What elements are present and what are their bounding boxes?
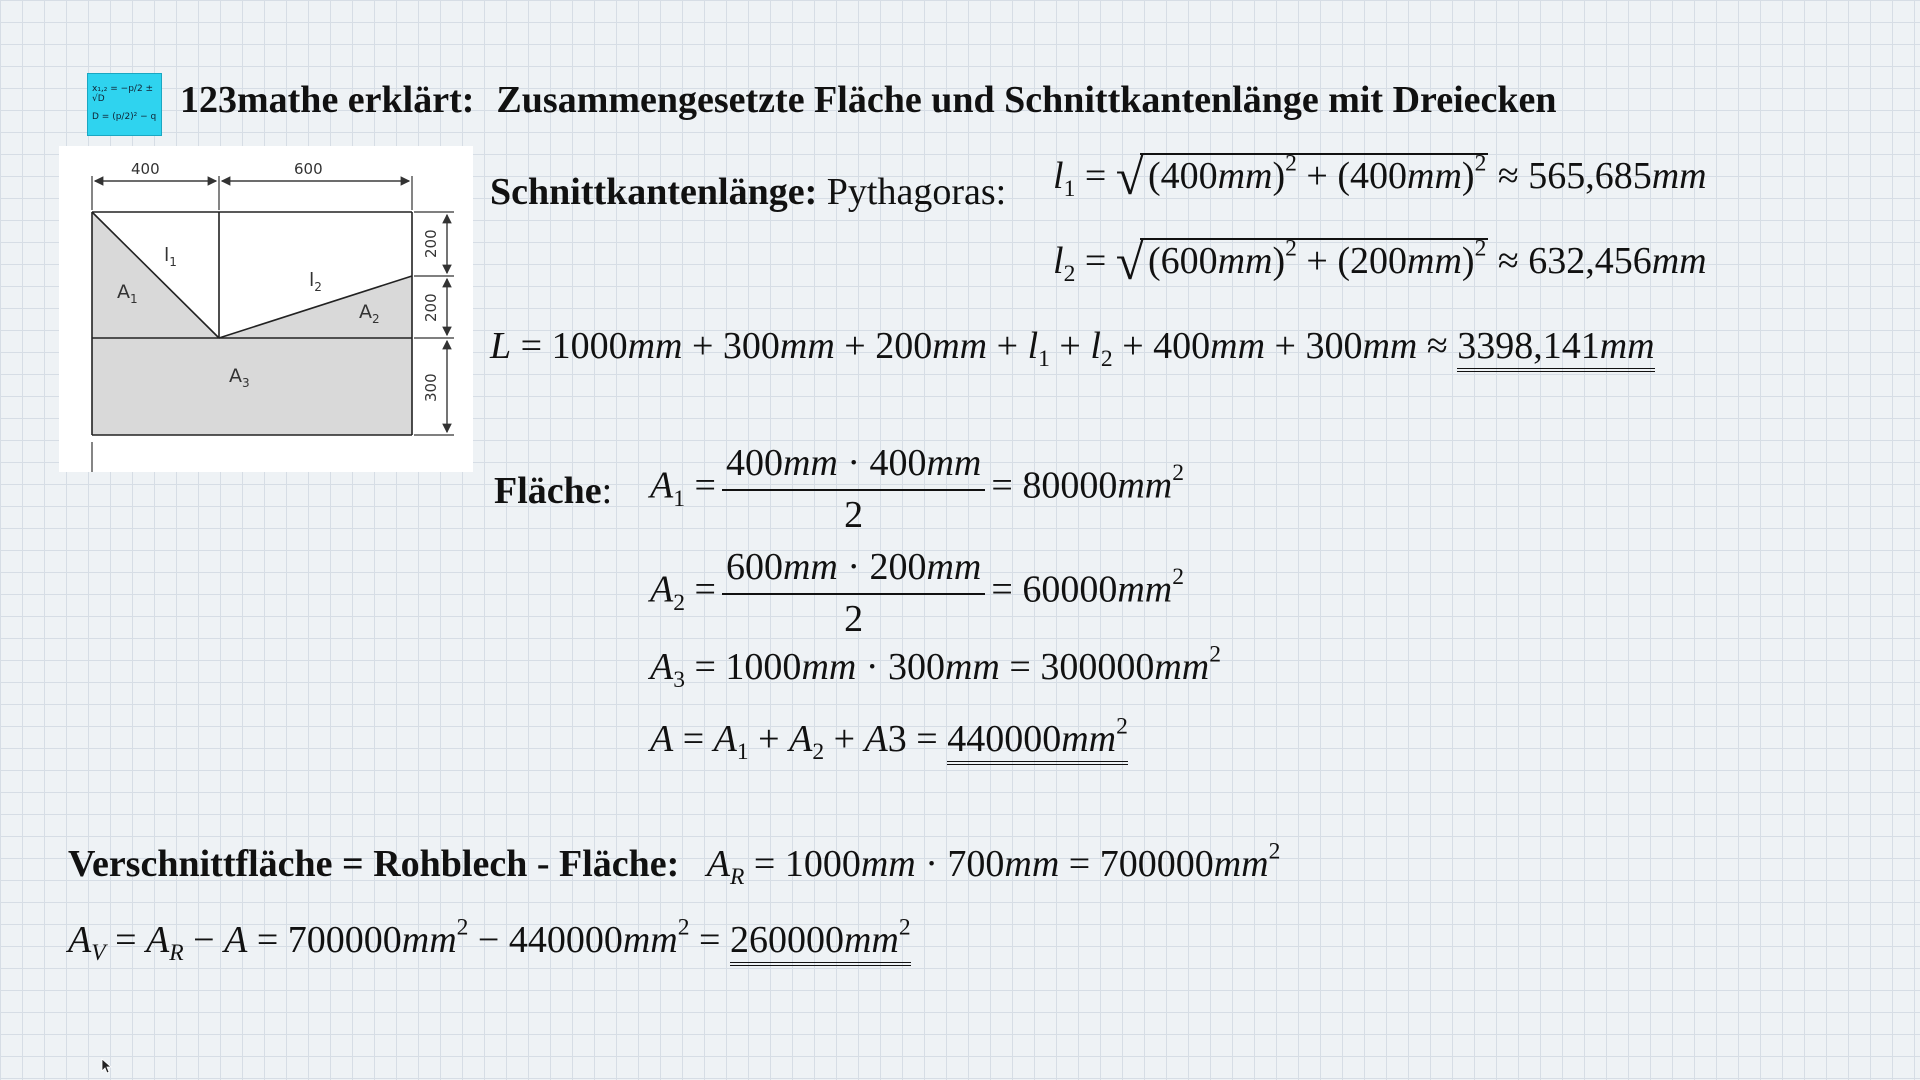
A-total: $440000mm^2$ <box>947 720 1128 765</box>
label-l1: $l_1$ <box>164 244 177 269</box>
verschnitt-heading: Verschnittfläche = Rohblech - Fläche: <box>68 843 680 885</box>
area-a3 <box>92 338 412 435</box>
label-a2: $A_2$ <box>359 301 380 326</box>
l2-result: 632,456 <box>1528 239 1652 282</box>
label-a1: $A_1$ <box>117 281 138 306</box>
logo-formula-1: x₁,₂ = −p/2 ± √D <box>92 84 154 104</box>
dim-600: 600 <box>294 160 323 178</box>
flaeche-heading: Fläche <box>494 470 602 512</box>
schnitt-heading: Schnittkantenlänge: <box>490 171 818 213</box>
brand-label: 123mathe erklärt: <box>180 79 475 121</box>
l1-result: 565,685 <box>1528 154 1652 197</box>
A2-result: 60000 <box>1022 568 1118 611</box>
logo-formula-2: D = (p/2)² − q <box>92 112 157 122</box>
page-title <box>180 78 1557 122</box>
verschnitt-row: Verschnittfläche = Rohblech - Fläche: $A_R = 1000mm \cdot 700mm = 700000mm^2$ <box>68 838 1281 891</box>
dim-200-b: 200 <box>422 293 440 322</box>
formula-AV: $A_V = A_R - A = 700000mm^2 - 440000mm^2 = 260000mm^2$ <box>68 914 911 967</box>
figure-drawing <box>59 146 473 472</box>
formula-A2: $A_2$ = $\frac{600mm \cdot 200mm}{2}$ = $60000mm^2$ <box>650 546 1184 640</box>
dim-400: 400 <box>131 160 160 178</box>
app-logo <box>87 73 162 136</box>
A1-result: 80000 <box>1022 464 1118 507</box>
AV-total: $260000mm^2$ <box>730 921 911 966</box>
schnitt-method: Pythagoras: <box>826 171 1007 213</box>
label-l2: $l_2$ <box>309 269 322 294</box>
flaeche-heading-row: Fläche: <box>494 470 613 512</box>
formula-l1: $l_1$ = √ $(400mm)^2 + (400mm)^2 \approx 565,685mm$ <box>1053 149 1707 206</box>
mouse-cursor-icon <box>101 1058 113 1074</box>
formula-L: $L = 1000mm + 300mm + 200mm + l_1 + l_2 + 400mm + 300mm \approx 3398,141mm$ <box>490 325 1655 373</box>
dim-300: 300 <box>422 373 440 402</box>
formula-A: $A = A_1 + A_2 + A3 = 440000mm^2$ <box>650 713 1128 766</box>
AV-result: 260000 <box>729 919 844 961</box>
L-result: 3398,141 <box>1457 325 1600 367</box>
dim-200-a: 200 <box>422 229 440 258</box>
L-total: 3398,141mm <box>1457 327 1654 372</box>
A3-result: 300000 <box>1040 646 1155 688</box>
schnitt-heading-row <box>490 170 1006 214</box>
A-result: 440000 <box>947 718 1062 760</box>
formula-l2: $l_2$ = √ $(600mm)^2 + (200mm)^2 \approx 632,456mm$ <box>1053 234 1707 291</box>
topic-label: Zusammengesetzte Fläche und Schnittkantenlänge mit Dreiecken <box>496 79 1557 121</box>
formula-A3: $A_3 = 1000mm \cdot 300mm = 300000mm^2$ <box>650 641 1221 694</box>
AR-result: 700000 <box>1099 843 1214 885</box>
geometry-figure <box>59 146 473 472</box>
label-a3: $A_3$ <box>229 365 250 390</box>
formula-A1: $A_1$ = $\frac{400mm \cdot 400mm}{2}$ = $80000mm^2$ <box>650 442 1184 536</box>
